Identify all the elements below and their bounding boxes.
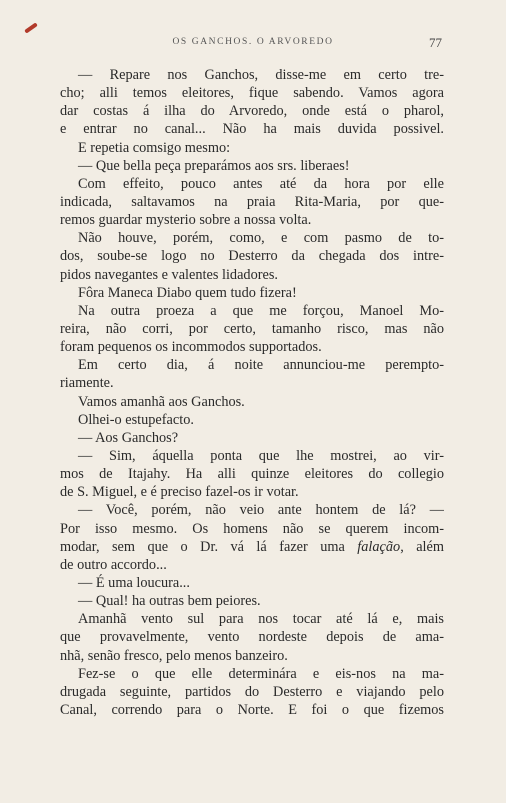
- ink-mark: [24, 22, 38, 33]
- text-line: — Repare nos Ganchos, disse-me em certo tre-: [78, 67, 444, 83]
- text-line: drugada seguinte, partidos do Desterro e viajando pelo: [60, 683, 444, 700]
- text-line: dar costas á ilha do Arvoredo, onde está o pharol,: [60, 103, 444, 120]
- text-segment: modar, sem que o Dr. vá lá fazer uma: [60, 538, 358, 555]
- text-line: — Você, porém, não veio ante hontem de lá? —: [78, 502, 444, 519]
- page-number: 77: [429, 35, 442, 50]
- text-line: — Aos Ganchos?: [78, 429, 179, 446]
- text-line: pidos navegantes e valentes lidadores.: [60, 266, 278, 283]
- text-line: foram pequenos os incommodos supportados.: [60, 339, 322, 356]
- text-line: dos, soube-se logo no Desterro da chegada dos intre-: [60, 248, 444, 265]
- text-line: remos guardar mysterio sobre a nossa volta.: [60, 212, 312, 229]
- text-line: Amanhã vento sul para nos tocar até lá e, mais: [78, 611, 444, 628]
- text-segment: , além: [400, 538, 444, 555]
- text-line: Com effeito, pouco antes até da hora por elle: [78, 175, 444, 192]
- text-line: — Qual! ha outras bem peiores.: [78, 593, 261, 610]
- text-line: E repetia comsigo mesmo:: [78, 139, 231, 156]
- text-line: mos de Itajahy. Ha alli quinze eleitores do collegio: [60, 466, 444, 483]
- text-line: — Sim, áquella ponta que lhe mostrei, ao vir-: [78, 447, 444, 464]
- text-line: de S. Miguel, e é preciso fazel-os ir votar.: [60, 484, 299, 501]
- text-line: Vamos amanhã aos Ganchos.: [78, 393, 245, 410]
- text-line: riamente.: [60, 375, 114, 392]
- text-line: Na outra proeza a que me forçou, Manoel Mo-: [78, 302, 444, 319]
- text-line: cho; alli temos eleitores, fique sabendo. Vamos agora: [60, 85, 444, 102]
- running-head: OS GANCHOS. O ARVOREDO: [172, 37, 334, 47]
- text-line: — Que bella peça preparámos aos srs. liberaes!: [78, 157, 350, 174]
- text-line: indicada, saltavamos na praia Rita-Maria, por que-: [60, 193, 444, 210]
- text-line: Por isso mesmo. Os homens não se querem incom-: [60, 520, 444, 537]
- text-line: Fez-se o que elle determinára e eis-nos na ma-: [78, 665, 444, 682]
- italic-word: falação: [357, 538, 401, 555]
- text-line: Não houve, porém, como, e com pasmo de to-: [78, 230, 444, 247]
- text-line: Canal, correndo para o Norte. E foi o que fizemos: [60, 701, 444, 718]
- text-line: nhã, senão fresco, pelo menos banzeiro.: [60, 647, 288, 664]
- text-line: reira, não corri, por certo, tamanho risco, mas não: [60, 320, 444, 337]
- text-line: Fôra Maneca Diabo quem tudo fizera!: [78, 284, 297, 301]
- page-header: [0, 37, 506, 51]
- text-line: que provavelmente, vento nordeste depois de ama-: [60, 629, 444, 646]
- text-line: — É uma loucura...: [78, 574, 190, 591]
- text-line: e entrar no canal... Não ha mais duvida possivel.: [60, 121, 444, 138]
- text-line: [60, 538, 444, 556]
- text-line: de outro accordo...: [60, 556, 167, 573]
- text-line: Em certo dia, á noite annunciou-me perempto-: [78, 357, 444, 374]
- body-text: [60, 66, 444, 719]
- text-line: Olhei-o estupefacto.: [78, 411, 194, 428]
